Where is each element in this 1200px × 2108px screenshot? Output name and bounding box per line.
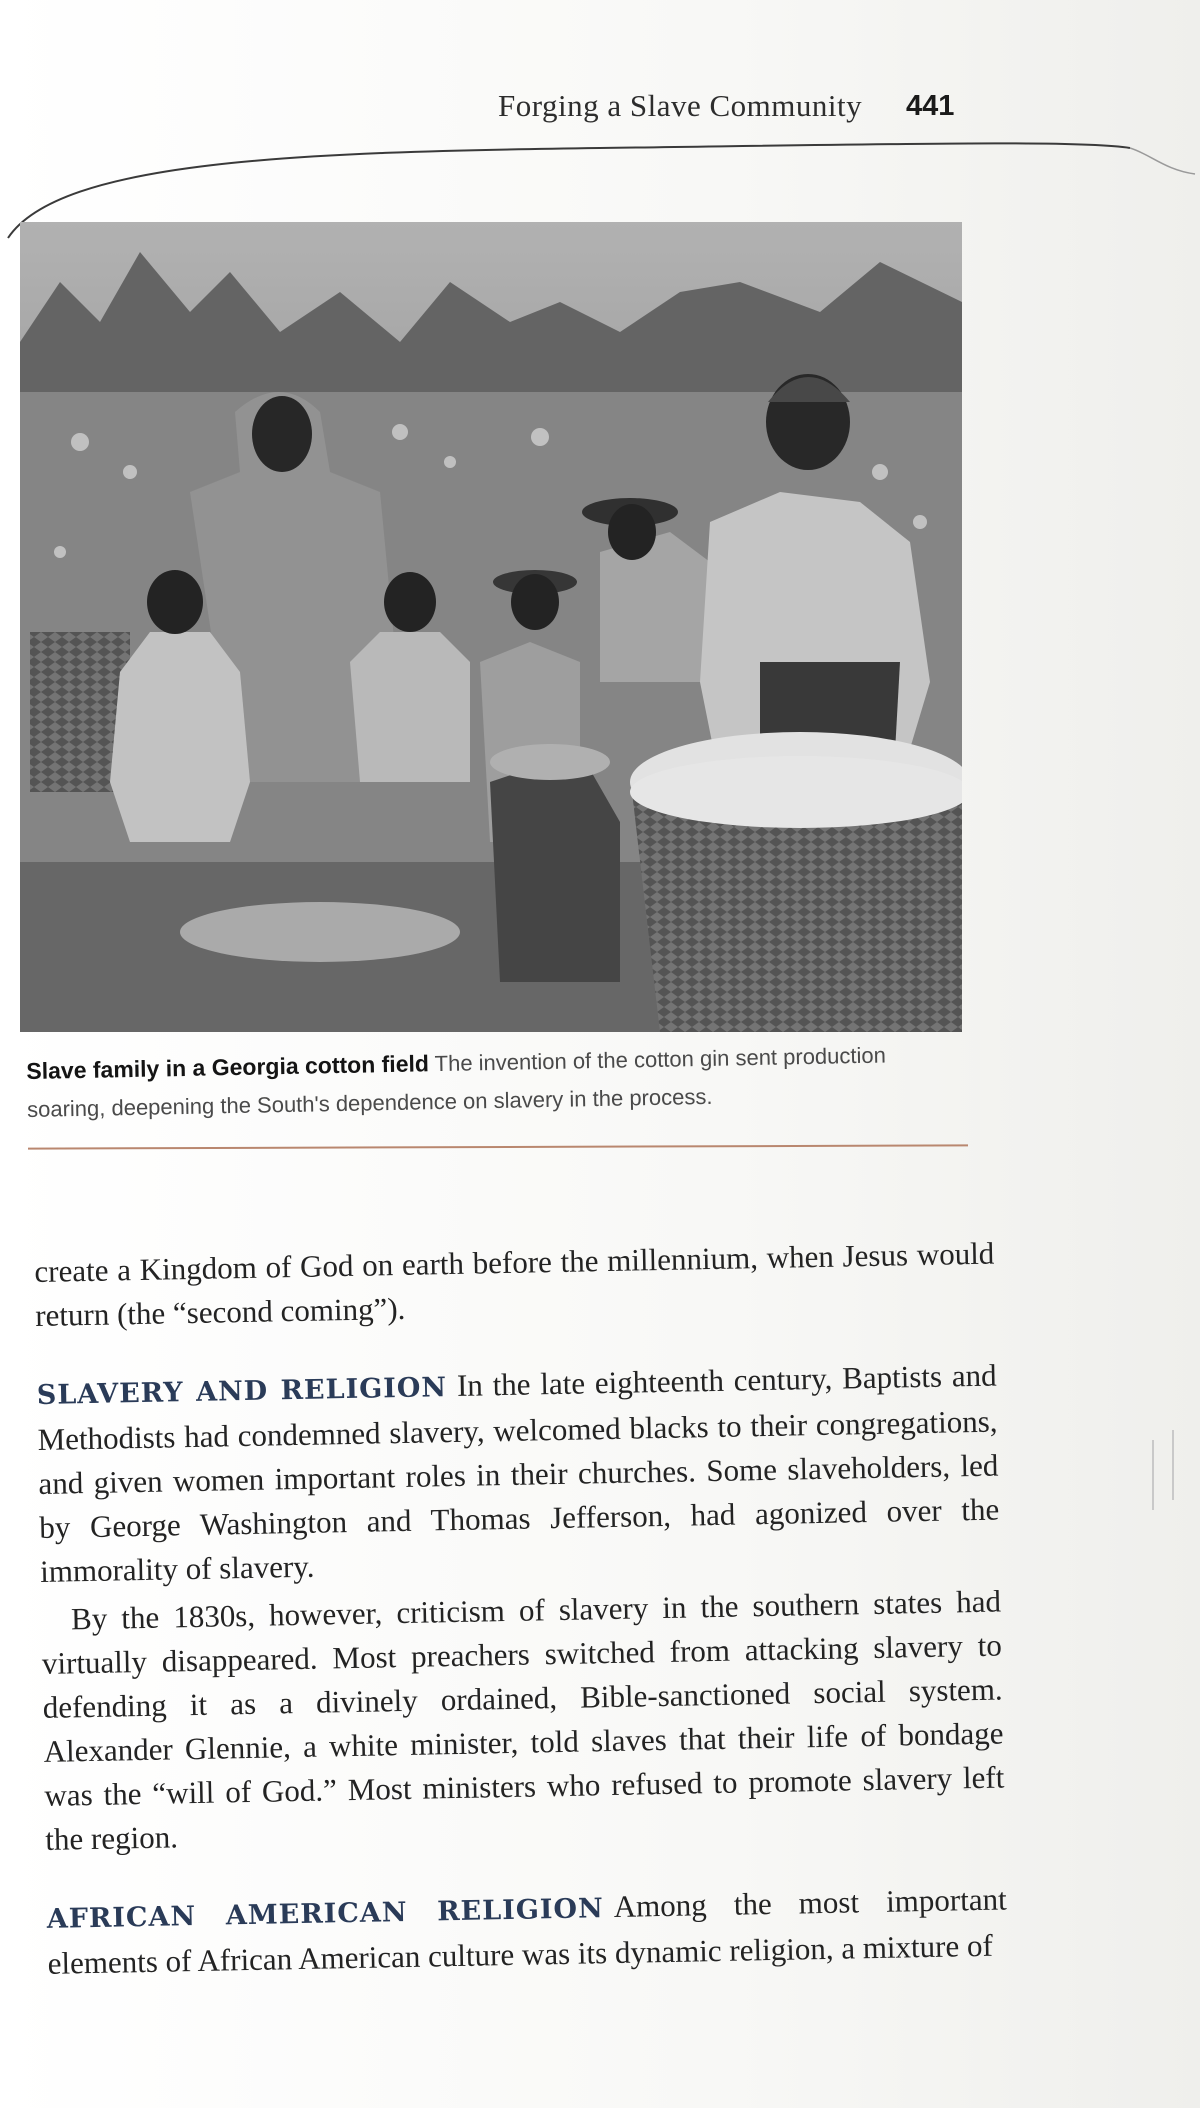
margin-mark: [1152, 1440, 1154, 1510]
cotton-field-photo: [20, 222, 962, 1032]
running-head: Forging a Slave Community: [498, 88, 863, 123]
paragraph: Among the most important elements of African American culture was its dynamic religion, a mixture of: [47, 1881, 1007, 1981]
section-african-american-religion: [46, 1877, 1008, 1985]
continuation-paragraph: create a Kingdom of God on earth before the millennium, when Jesus would return (the “second coming”).: [34, 1235, 995, 1333]
paragraph: In the late eighteenth century, Baptists and Methodists had condemned slavery, welcomed blacks to their congregations, and given women important roles in their churches. Some slaveholders, led by George Washington and Thomas Jefferson, had agonized over the immorality of slavery.: [37, 1357, 1000, 1589]
section-heading: SLAVERY AND RELIGION: [36, 1372, 448, 1411]
caption-title: Slave family in a Georgia cotton field: [26, 1050, 430, 1084]
section-slavery-and-religion: [36, 1354, 1000, 1594]
body-text: [34, 1232, 1008, 1986]
section-heading: AFRICAN AMERICAN RELIGION: [46, 1893, 605, 1935]
paragraph: By the 1830s, however, criticism of slavery in the southern states had virtually disappeared. Most preachers switched from attacking slavery to defending it as a divinely ordained, Bible-sanctioned social system. Alexander Glennie, a white minister, told slaves that their life of bondage was the “will of God.” Most ministers who refused to promote slavery left the region.: [41, 1583, 1005, 1857]
page-number: 441: [906, 90, 955, 122]
caption-text: The invention of the cotton gin sent production soaring, deepening the South's dependence on slavery in the process.: [26, 1042, 887, 1122]
margin-mark: [1172, 1430, 1174, 1500]
